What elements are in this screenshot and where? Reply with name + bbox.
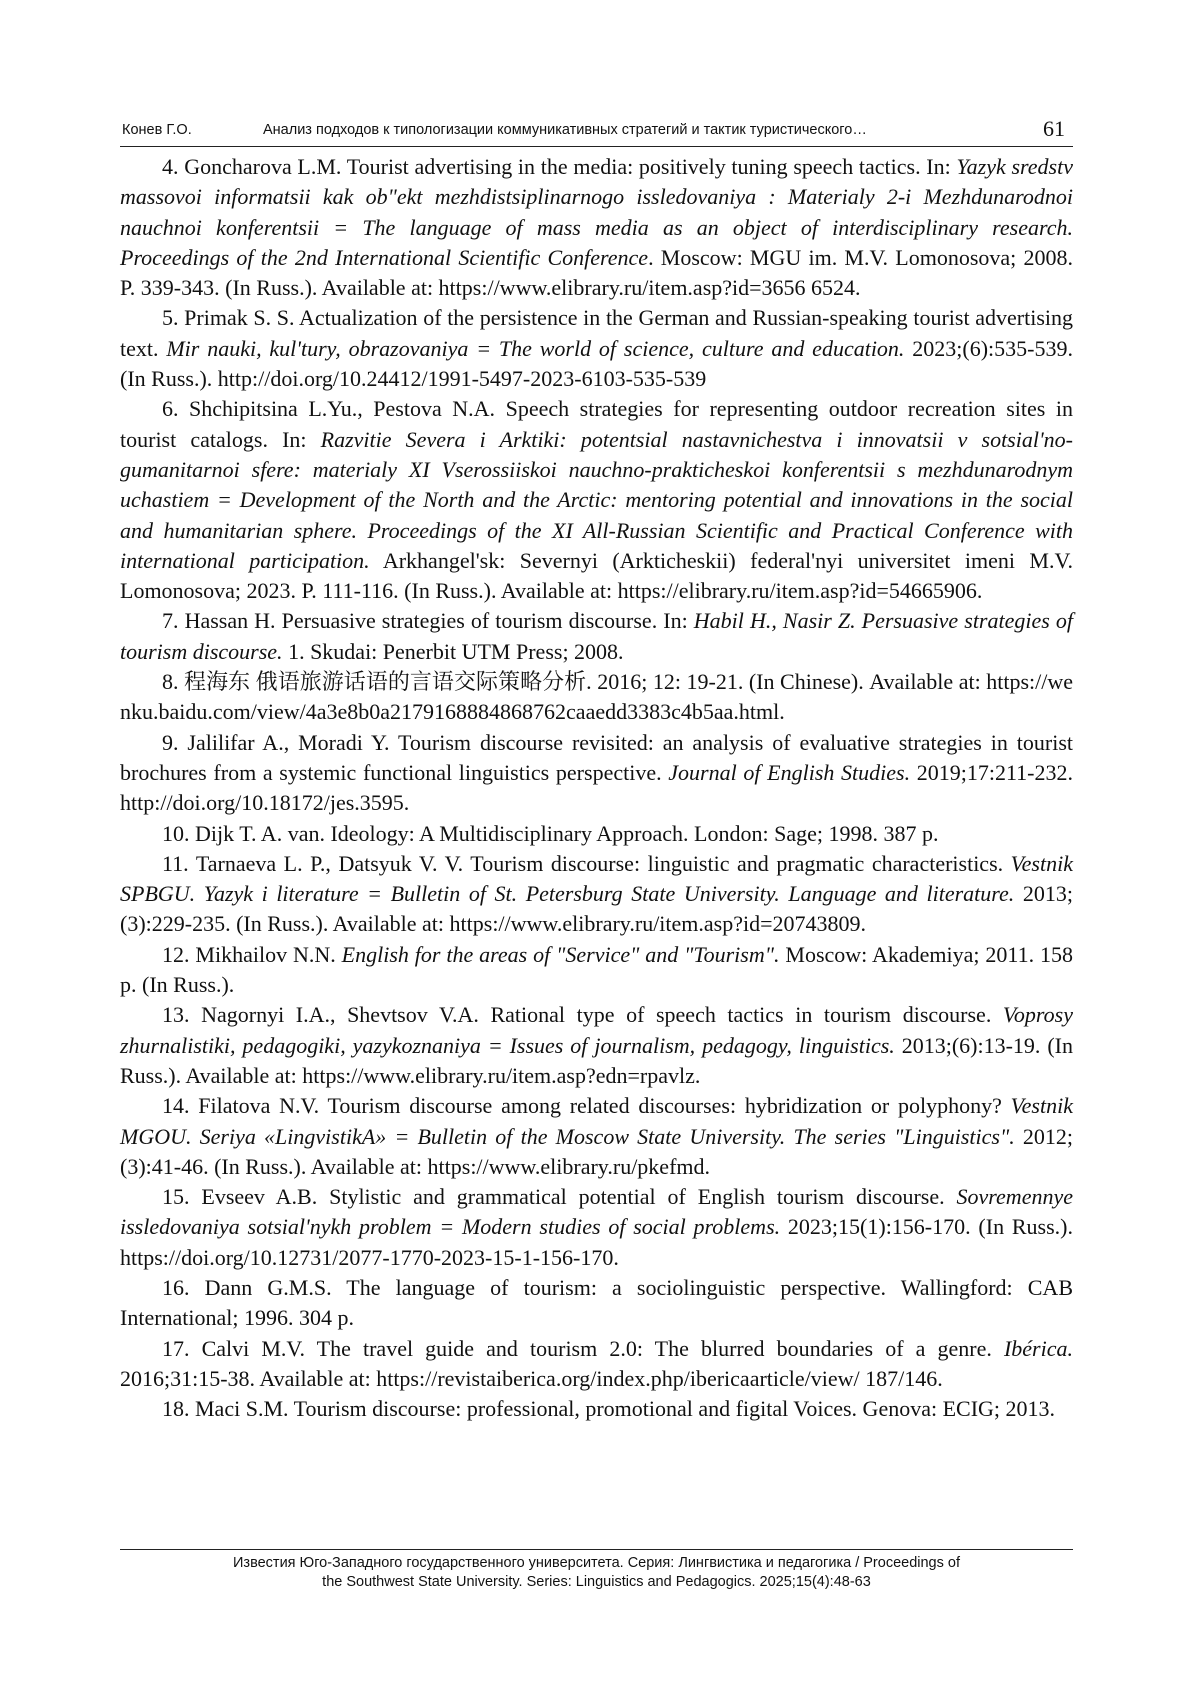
reference-item: 7. Hassan H. Persuasive strategies of tourism discourse. In: Habil H., Nasir Z. Persuasive strategies of tourism discourse. 1. Skudai: Penerbit UTM Press; 2008. bbox=[120, 608, 1073, 664]
reference-item: 14. Filatova N.V. Tourism discourse among related discourses: hybridization or polyphony? Vestnik MGOU. Seriya «LingvistikA» = Bulletin of the Moscow State University. The series "Linguistics". 2012;(3):41-46. (In Russ.). Available at: https://www.elibrary.ru/pkefmd. bbox=[120, 1093, 1073, 1179]
reference-item: 15. Evseev A.B. Stylistic and grammatical potential of English tourism discourse. Sovremennye issledovaniya sotsial'nykh problem = Modern studies of social problems. 2023;15(1):156-170. (In Russ.). https://doi.org/10.12731/2077-1770-2023-15-1-156-170. bbox=[120, 1184, 1073, 1270]
reference-item: 8. 程海东 俄语旅游话语的言语交际策略分析. 2016; 12: 19-21. (In Chinese). Available at: https://wenku.baidu.com/view/4a3e8b0a2179168884868762caaedd3383c4b5aa.html. bbox=[120, 669, 1073, 725]
footer-line-1: Известия Юго-Западного государственного университета. Серия: Лингвистика и педагогика / Proceedings of bbox=[233, 1555, 960, 1571]
running-header bbox=[120, 116, 1073, 147]
reference-item: 10. Dijk T. A. van. Ideology: A Multidisciplinary Approach. London: Sage; 1998. 387 p. bbox=[162, 820, 939, 846]
reference-item: 12. Mikhailov N.N. English for the areas of "Service" and "Tourism". Moscow: Akademiya; 2011. 158 p. (In Russ.). bbox=[120, 941, 1073, 998]
journal-footer bbox=[120, 1549, 1073, 1592]
reference-item: 17. Calvi M.V. The travel guide and tourism 2.0: The blurred boundaries of a genre. Ibérica. 2016;31:15-38. Available at: https://revistaiberica.org/index.php/ibericaarticle/view/ 187/146. bbox=[120, 1335, 1073, 1391]
reference-item: 13. Nagornyi I.A., Shevtsov V.A. Rational type of speech tactics in tourism discourse. Voprosy zhurnalistiki, pedagogiki, yazykoznaniya = Issues of journalism, pedagogy, linguistics. 2013;(6):13-19. (In Russ.). Available at: https://www.elibrary.ru/item.asp?edn=rpavlz. bbox=[120, 1002, 1073, 1088]
reference-item: 16. Dann G.M.S. The language of tourism: a sociolinguistic perspective. Wallingford: CAB International; 1996. 304 p. bbox=[120, 1274, 1073, 1331]
page-number: 61 bbox=[1043, 116, 1065, 141]
reference-item: 18. Maci S.M. Tourism discourse: professional, promotional and figital Voices. Genova: ECIG; 2013. bbox=[162, 1396, 1056, 1422]
reference-item: 6. Shchipitsina L.Yu., Pestova N.A. Speech strategies for representing outdoor recreation sites in tourist catalogs. In: Razvitie Severa i Arktiki: potentsial nastavnichestva i innovatsii v sotsial'no-gumanitarnoi sfere: materialy XI Vserossiiskoi nauchno-prakticheskoi konferentsii s mezhdunarodnym uchastiem = Development of the North and the Arctic: mentoring potential and innovations in the social and humanitarian sphere. Proceedings of the XI All-Russian Scientific and Practical Conference with international participation. Arkhangel'sk: Severnyi (Arkticheskii) federal'nyi universitet imeni M.V. Lomonosova; 2023. P. 111-116. (In Russ.). Available at: https://elibrary.ru/item.asp?id=54665906. bbox=[120, 396, 1073, 604]
reference-item: 9. Jalilifar A., Moradi Y. Tourism discourse revisited: an analysis of evaluative strategies in tourist brochures from a systemic functional linguistics perspective. Journal of English Studies. 2019;17:211-232. http://doi.org/10.18172/jes.3595. bbox=[120, 729, 1074, 816]
header-title: Анализ подходов к типологизации коммуникативных стратегий и тактик туристического… bbox=[263, 122, 867, 138]
reference-item: 5. Primak S. S. Actualization of the persistence in the German and Russian-speaking tourist advertising text. Mir nauki, kul'tury, obrazovaniya = The world of science, culture and education. 2023;(6):535-539. (In Russ.). http://doi.org/10.24412/1991-5497-2023-6103-535-539 bbox=[120, 305, 1073, 392]
reference-item: 11. Tarnaeva L. P., Datsyuk V. V. Tourism discourse: linguistic and pragmatic characteristics. Vestnik SPBGU. Yazyk i literature = Bulletin of St. Petersburg State University. Language and literature. 2013;(3):229-235. (In Russ.). Available at: https://www.elibrary.ru/item.asp?id=20743809. bbox=[120, 850, 1073, 937]
reference-list bbox=[120, 152, 1073, 1424]
reference-item: 4. Goncharova L.M. Tourist advertising in the media: positively tuning speech tactics. In: Yazyk sredstv massovoi informatsii kak ob"ekt mezhdistsiplinarnogo issledovaniya : Materialy 2-i Mezhdunarodnoi nauchnoi konferentsii = The language of mass media as an object of interdisciplinary research. Proceedings of the 2nd International Scientific Conference. Moscow: MGU im. M.V. Lomonosova; 2008. P. 339-343. (In Russ.). Available at: https://www.elibrary.ru/item.asp?id=3656 6524. bbox=[120, 154, 1073, 301]
header-author: Конев Г.О. bbox=[122, 122, 192, 138]
footer-line-2: the Southwest State University. Series: Linguistics and Pedagogics. 2025;15(4):48-63 bbox=[322, 1574, 871, 1590]
